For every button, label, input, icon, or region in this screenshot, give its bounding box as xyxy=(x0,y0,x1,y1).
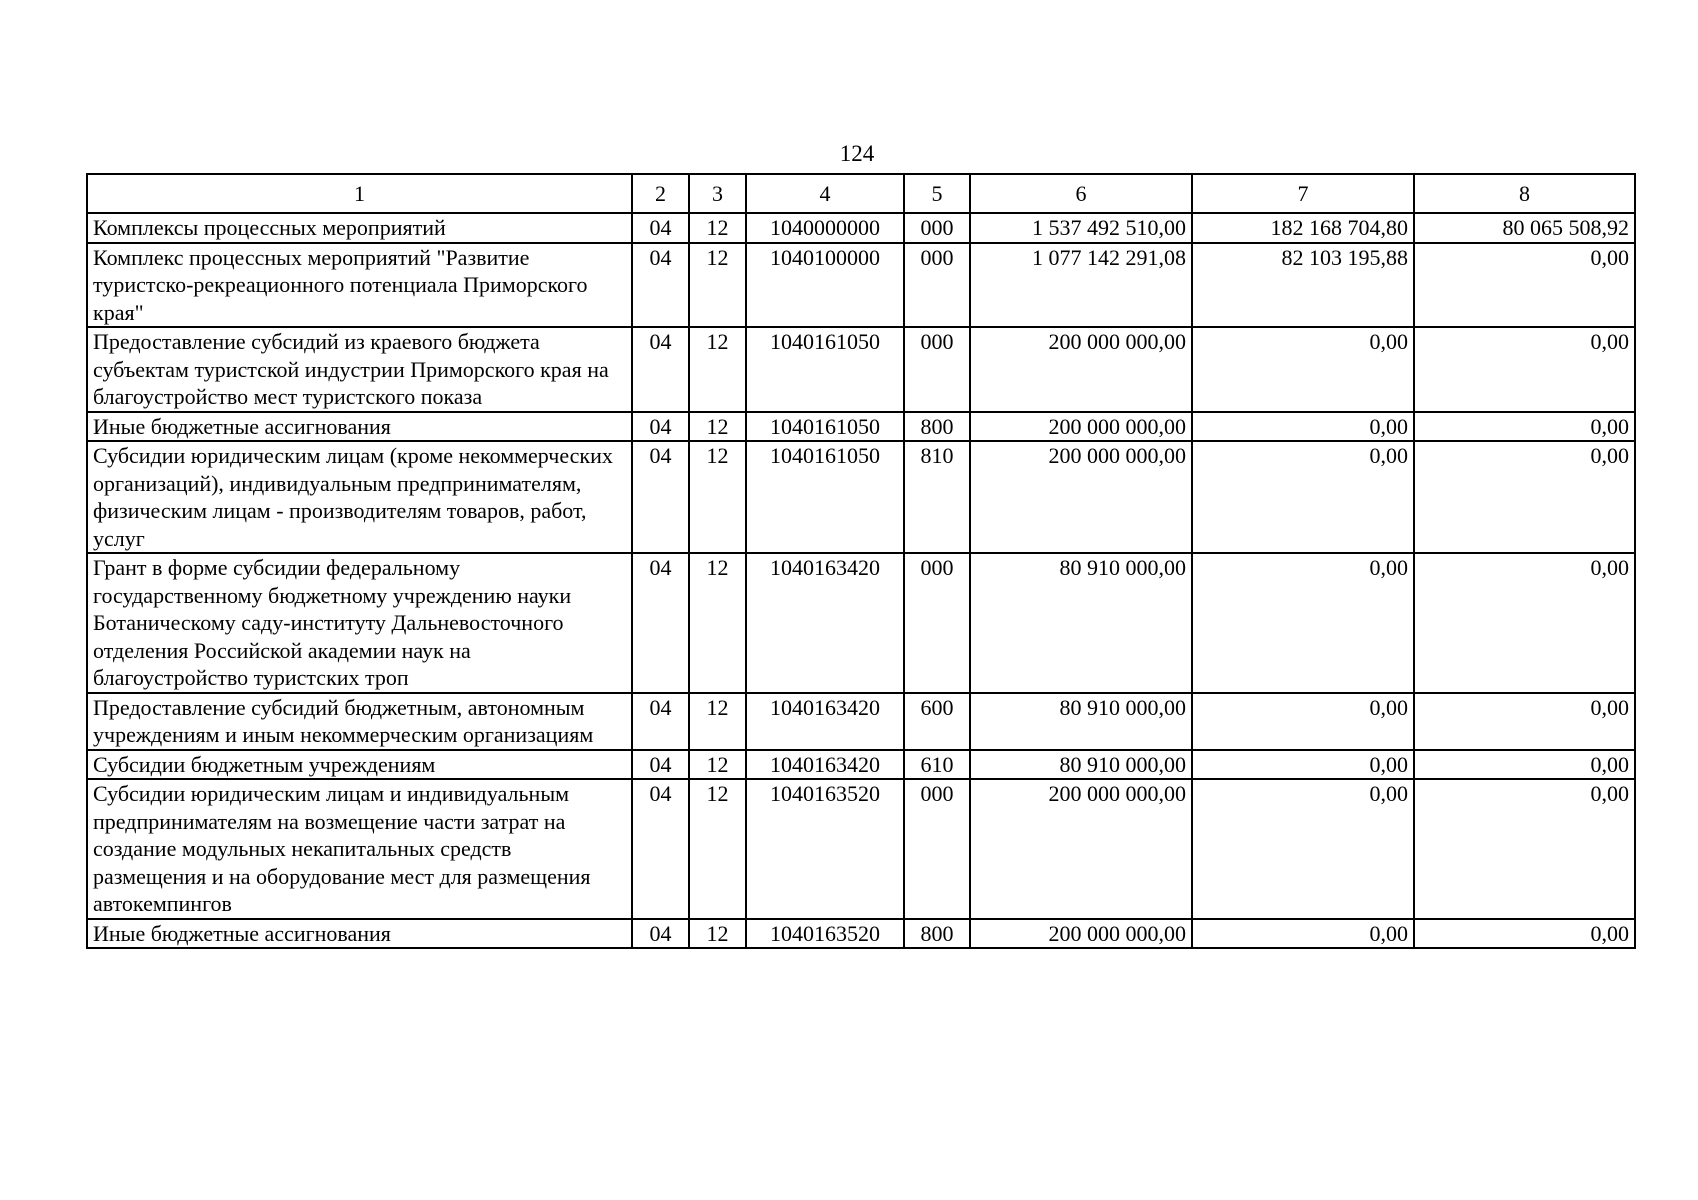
subsection-code-cell: 12 xyxy=(689,779,746,919)
section-code-cell: 04 xyxy=(632,779,689,919)
column-header-5: 5 xyxy=(904,174,970,213)
target-article-cell: 1040163520 xyxy=(746,919,904,949)
row-name-cell: Предоставление субсидий из краевого бюджета субъектам туристской индустрии Приморского края на благоустройство мест туристского показа xyxy=(87,327,632,412)
table-row xyxy=(87,327,1635,412)
table-row xyxy=(87,213,1635,243)
header-row xyxy=(87,174,1635,213)
expense-type-cell: 000 xyxy=(904,327,970,412)
subsection-code-cell: 12 xyxy=(689,243,746,328)
amount-col8-cell: 0,00 xyxy=(1414,553,1635,693)
amount-col7-cell: 0,00 xyxy=(1192,441,1414,553)
expense-type-cell: 800 xyxy=(904,412,970,442)
amount-col6-cell: 200 000 000,00 xyxy=(970,441,1192,553)
row-name-cell: Предоставление субсидий бюджетным, автономным учреждениям и иным некоммерческим организациям xyxy=(87,693,632,750)
section-code-cell: 04 xyxy=(632,412,689,442)
table-row xyxy=(87,919,1635,949)
target-article-cell: 1040163520 xyxy=(746,779,904,919)
amount-col6-cell: 200 000 000,00 xyxy=(970,327,1192,412)
amount-col7-cell: 0,00 xyxy=(1192,693,1414,750)
column-header-1: 1 xyxy=(87,174,632,213)
amount-col8-cell: 80 065 508,92 xyxy=(1414,213,1635,243)
row-name-cell: Комплекс процессных мероприятий "Развитие туристско-рекреационного потенциала Приморского края" xyxy=(87,243,632,328)
amount-col6-cell: 200 000 000,00 xyxy=(970,919,1192,949)
target-article-cell: 1040161050 xyxy=(746,441,904,553)
subsection-code-cell: 12 xyxy=(689,213,746,243)
table-row xyxy=(87,779,1635,919)
expense-type-cell: 000 xyxy=(904,553,970,693)
table-row xyxy=(87,693,1635,750)
amount-col7-cell: 0,00 xyxy=(1192,750,1414,780)
target-article-cell: 1040161050 xyxy=(746,412,904,442)
row-name-cell: Субсидии юридическим лицам (кроме некоммерческих организаций), индивидуальным предпринимателям, физическим лицам - производителям товаров, работ, услуг xyxy=(87,441,632,553)
amount-col8-cell: 0,00 xyxy=(1414,779,1635,919)
target-article-cell: 1040000000 xyxy=(746,213,904,243)
target-article-cell: 1040163420 xyxy=(746,750,904,780)
expense-type-cell: 610 xyxy=(904,750,970,780)
amount-col6-cell: 80 910 000,00 xyxy=(970,750,1192,780)
expense-type-cell: 000 xyxy=(904,779,970,919)
subsection-code-cell: 12 xyxy=(689,919,746,949)
amount-col7-cell: 182 168 704,80 xyxy=(1192,213,1414,243)
section-code-cell: 04 xyxy=(632,243,689,328)
amount-col8-cell: 0,00 xyxy=(1414,243,1635,328)
column-header-3: 3 xyxy=(689,174,746,213)
column-header-4: 4 xyxy=(746,174,904,213)
column-header-6: 6 xyxy=(970,174,1192,213)
row-name-cell: Субсидии юридическим лицам и индивидуальным предпринимателям на возмещение части затрат на создание модульных некапитальных средств размещения и на оборудование мест для размещения автокемпингов xyxy=(87,779,632,919)
amount-col7-cell: 0,00 xyxy=(1192,553,1414,693)
amount-col6-cell: 80 910 000,00 xyxy=(970,553,1192,693)
target-article-cell: 1040100000 xyxy=(746,243,904,328)
amount-col8-cell: 0,00 xyxy=(1414,919,1635,949)
amount-col8-cell: 0,00 xyxy=(1414,412,1635,442)
expense-type-cell: 000 xyxy=(904,213,970,243)
amount-col8-cell: 0,00 xyxy=(1414,441,1635,553)
column-header-7: 7 xyxy=(1192,174,1414,213)
amount-col6-cell: 200 000 000,00 xyxy=(970,779,1192,919)
row-name-cell: Грант в форме субсидии федеральному государственному бюджетному учреждению науки Ботаническому саду-институту Дальневосточного отделения Российской академии наук на благоустройство туристских троп xyxy=(87,553,632,693)
section-code-cell: 04 xyxy=(632,327,689,412)
table-row xyxy=(87,412,1635,442)
subsection-code-cell: 12 xyxy=(689,553,746,693)
amount-col8-cell: 0,00 xyxy=(1414,327,1635,412)
table-row xyxy=(87,243,1635,328)
subsection-code-cell: 12 xyxy=(689,750,746,780)
column-header-2: 2 xyxy=(632,174,689,213)
amount-col7-cell: 0,00 xyxy=(1192,412,1414,442)
section-code-cell: 04 xyxy=(632,919,689,949)
section-code-cell: 04 xyxy=(632,693,689,750)
amount-col6-cell: 80 910 000,00 xyxy=(970,693,1192,750)
target-article-cell: 1040163420 xyxy=(746,693,904,750)
row-name-cell: Иные бюджетные ассигнования xyxy=(87,919,632,949)
table-row xyxy=(87,553,1635,693)
table-row xyxy=(87,750,1635,780)
subsection-code-cell: 12 xyxy=(689,441,746,553)
page-number: 124 xyxy=(839,141,875,166)
amount-col7-cell: 0,00 xyxy=(1192,779,1414,919)
row-name-cell: Комплексы процессных мероприятий xyxy=(87,213,632,243)
amount-col8-cell: 0,00 xyxy=(1414,693,1635,750)
expense-type-cell: 800 xyxy=(904,919,970,949)
section-code-cell: 04 xyxy=(632,213,689,243)
target-article-cell: 1040161050 xyxy=(746,327,904,412)
amount-col6-cell: 200 000 000,00 xyxy=(970,412,1192,442)
subsection-code-cell: 12 xyxy=(689,693,746,750)
column-header-8: 8 xyxy=(1414,174,1635,213)
budget-table xyxy=(86,173,1636,949)
amount-col7-cell: 0,00 xyxy=(1192,327,1414,412)
amount-col6-cell: 1 077 142 291,08 xyxy=(970,243,1192,328)
expense-type-cell: 600 xyxy=(904,693,970,750)
amount-col7-cell: 0,00 xyxy=(1192,919,1414,949)
table-row xyxy=(87,441,1635,553)
row-name-cell: Субсидии бюджетным учреждениям xyxy=(87,750,632,780)
amount-col6-cell: 1 537 492 510,00 xyxy=(970,213,1192,243)
expense-type-cell: 000 xyxy=(904,243,970,328)
section-code-cell: 04 xyxy=(632,553,689,693)
target-article-cell: 1040163420 xyxy=(746,553,904,693)
amount-col7-cell: 82 103 195,88 xyxy=(1192,243,1414,328)
expense-type-cell: 810 xyxy=(904,441,970,553)
subsection-code-cell: 12 xyxy=(689,327,746,412)
section-code-cell: 04 xyxy=(632,750,689,780)
amount-col8-cell: 0,00 xyxy=(1414,750,1635,780)
section-code-cell: 04 xyxy=(632,441,689,553)
row-name-cell: Иные бюджетные ассигнования xyxy=(87,412,632,442)
subsection-code-cell: 12 xyxy=(689,412,746,442)
